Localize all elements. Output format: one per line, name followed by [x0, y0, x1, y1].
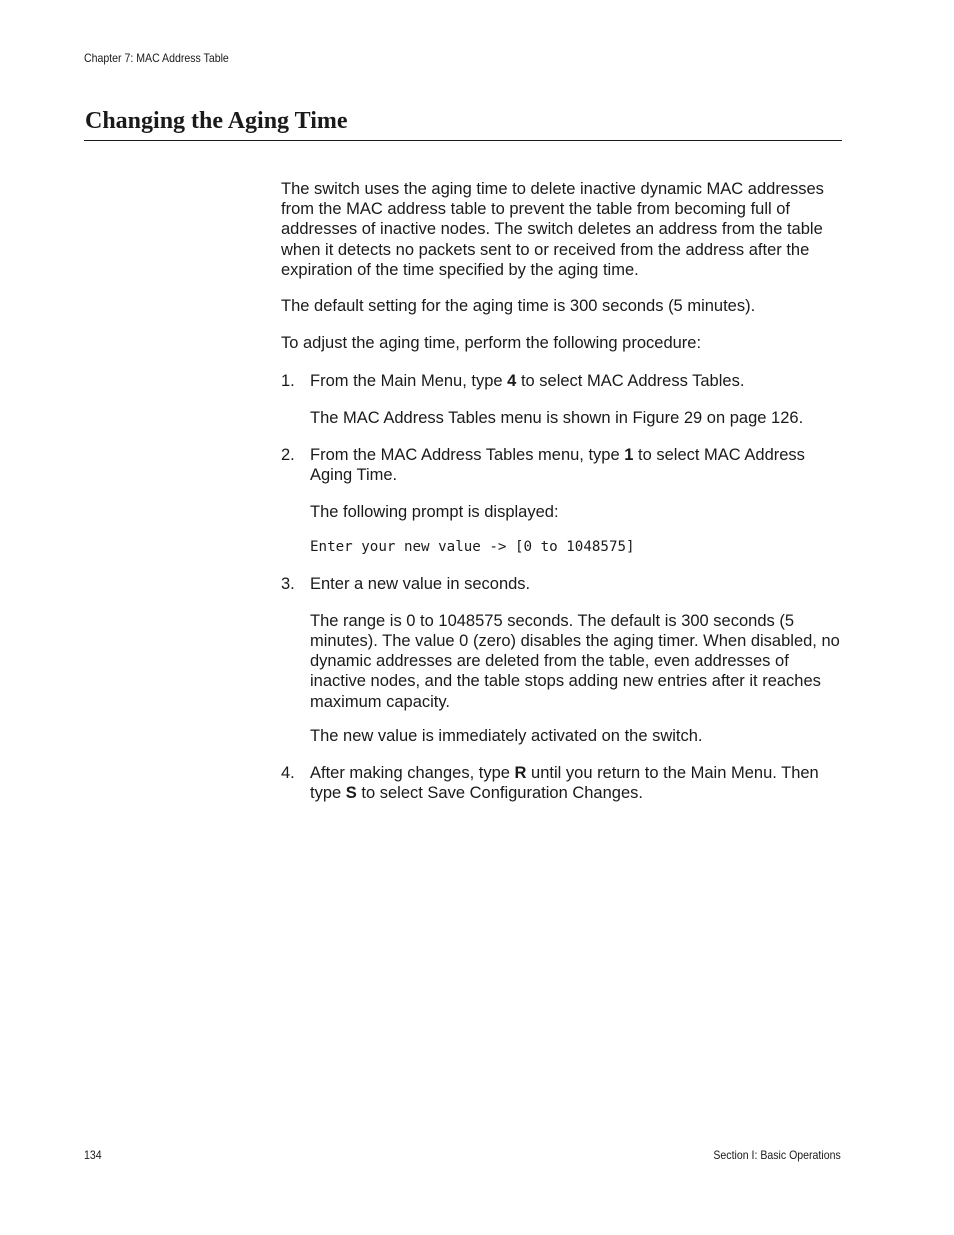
step-note: The MAC Address Tables menu is shown in Figure 29 on page 126. [310, 408, 804, 427]
step-1 [281, 371, 843, 428]
step-note: The range is 0 to 1048575 seconds. The default is 300 seconds (5 minutes). The value 0 (zero) disables the aging timer. When disabled, no dynamic addresses are deleted from the table, even addresses of inactive nodes, and the table stops adding new entries after it reaches maximum capacity. [310, 611, 840, 711]
title-rule [84, 140, 842, 141]
body-content [281, 179, 843, 803]
prompt-code: Enter your new value -> [0 to 1048575] [310, 539, 635, 556]
step-2 [281, 445, 843, 558]
procedure-steps [281, 371, 843, 804]
default-setting-paragraph: The default setting for the aging time is 300 seconds (5 minutes). [281, 297, 756, 316]
step-text: From the Main Menu, type 4 to select MAC Address Tables. [310, 371, 745, 390]
step-note-activation: The new value is immediately activated on the switch. [310, 727, 703, 746]
key-r: R [514, 764, 527, 783]
step-number: 1. [281, 371, 295, 390]
step-number: 2. [281, 445, 295, 464]
section-label: Section I: Basic Operations [713, 1148, 841, 1162]
step-text: From the MAC Address Tables menu, type 1 to select MAC Address Aging Time. [310, 445, 805, 485]
step-text: Enter a new value in seconds. [310, 574, 531, 593]
step-3 [281, 574, 843, 747]
intro-paragraph: The switch uses the aging time to delete inactive dynamic MAC addresses from the MAC address table to prevent the table from becoming full of addresses of inactive nodes. The switch deletes an address from the table when it detects no packets sent to or received from the address after the expiration of the time specified by the aging time. [281, 180, 824, 279]
step-note: The following prompt is displayed: [310, 502, 559, 521]
section-title: Changing the Aging Time [85, 108, 348, 134]
step-number: 4. [281, 764, 295, 783]
key-4: 4 [507, 371, 517, 390]
step-4 [281, 763, 843, 803]
key-s: S [345, 784, 357, 803]
page-number: 134 [84, 1148, 102, 1162]
procedure-intro: To adjust the aging time, perform the following procedure: [281, 333, 702, 352]
step-number: 3. [281, 574, 295, 593]
step-text: After making changes, type R until you return to the Main Menu. Then type S to select Save Configuration Changes. [310, 764, 819, 803]
running-head: Chapter 7: MAC Address Table [84, 51, 229, 65]
key-1: 1 [624, 445, 634, 464]
